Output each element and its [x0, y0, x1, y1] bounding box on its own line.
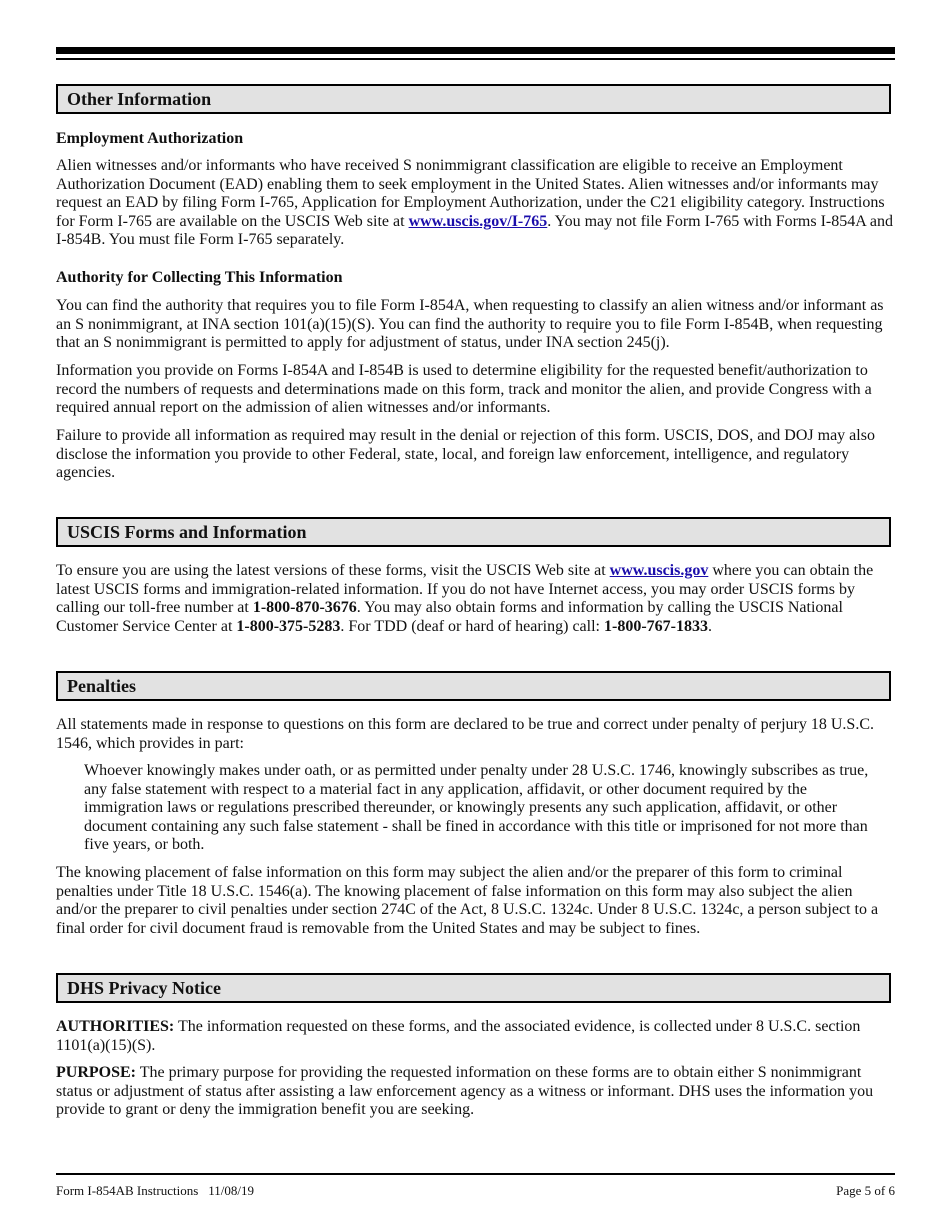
paragraph-authority-3: Failure to provide all information as required may result in the denial or rejection of this form. USCIS, DOS, and DOJ may also disclose the information you provide to other Federal, state, local, and foreign law enforcement, intelligence, and regulatory agencies. [56, 427, 875, 482]
subheading-authority: Authority for Collecting This Information [56, 269, 343, 286]
paragraph-privacy-purpose: PURPOSE: The primary purpose for providing the requested information on these forms are to obtain either S nonimmigrant status or adjustment of status after assisting a law enforcement agency as a witness or informant. DHS uses the information you provide to grant or deny the immigration benefit you are seeking. [56, 1064, 874, 1119]
header-rule-thin [56, 58, 895, 60]
purpose-label: PURPOSE: [56, 1064, 136, 1081]
footer-page-number: Page 5 of 6 [836, 1183, 895, 1198]
paragraph-privacy-authorities: AUTHORITIES: The information requested on these forms, and the associated evidence, is collected under 8 U.S.C. section 1101(a)(15)(S). [56, 1018, 861, 1054]
section-header-other-information: Other Information [56, 84, 891, 114]
penalties-quote: Whoever knowingly makes under oath, or as permitted under penalty under 28 U.S.C. 1746, knowingly subscribes as true, any false statement with respect to a material fact in any application, affidavit, or other document required by the immigration laws or regulations prescribed thereunder, or knowingly presents any such application, affidavit, or other document containing any such false statement - shall be fined in accordance with this title or imprisoned for not more than five years, or both. [84, 762, 869, 854]
footer-date: 11/08/19 [208, 1183, 255, 1198]
toll-free-number: 1-800-870-3676 [252, 599, 357, 617]
paragraph-uscis-forms: To ensure you are using the latest versions of these forms, visit the USCIS Web site at www.uscis.gov where you can obtain the latest USCIS forms and immigration-related information. If you do not have Internet access, you may order USCIS forms by calling our toll-free number at 1-800-870-3676. You may also obtain forms and information by calling the USCIS National Customer Service Center at 1-800-375-5283. For TDD (deaf or hard of hearing) call: 1-800-767-1833. [56, 562, 874, 635]
uscis-i765-link[interactable]: www.uscis.gov/I-765 [408, 212, 548, 230]
authorities-label: AUTHORITIES: [56, 1018, 175, 1035]
footer-rule [56, 1173, 895, 1175]
footer-form-name: Form I-854AB Instructions [56, 1183, 199, 1198]
paragraph-authority-1: You can find the authority that requires you to file Form I-854A, when requesting to classify an alien witness and/or informant as an S nonimmigrant, at INA section 101(a)(15)(S). You can find the authority to require you to file Form I-854B, when requesting that an S nonimmigrant is permitted to apply for adjustment of status, under INA section 245(j). [56, 297, 884, 352]
uscis-gov-link[interactable]: www.uscis.gov [609, 562, 709, 579]
paragraph-penalties-placement: The knowing placement of false information on this form may subject the alien and/or the preparer of this form to criminal penalties under Title 18 U.S.C. 1546(a). The knowing placement of false information on this form may also subject the alien and/or the preparer to civil penalties under section 274C of the Act, 8 U.S.C. 1324c. Under 8 U.S.C. 1324c, a person subject to a final order for civil document fraud is removable from the United States and may be subject to fines. [56, 864, 879, 937]
subheading-employment-authorization: Employment Authorization [56, 130, 244, 147]
section-header-uscis-forms: USCIS Forms and Information [56, 517, 891, 547]
paragraph-employment-authorization: Alien witnesses and/or informants who have received S nonimmigrant classification are eligible to receive an Employment Authorization Document (EAD) enabling them to seek employment in the United States. Alien witnesses and/or informants may request an EAD by filing Form I-765, Application for Employment Authorization, under the C21 eligibility category. Instructions for Form I-765 are available on the USCIS Web site at www.uscis.gov/I-765. You may not file Form I-765 with Forms I-854A and I-854B. You must file Form I-765 separately. [56, 157, 894, 249]
section-header-dhs-privacy: DHS Privacy Notice [56, 973, 891, 1003]
header-rule-thick [56, 47, 895, 54]
paragraph-penalties-intro: All statements made in response to questions on this form are declared to be true and correct under penalty of perjury 18 U.S.C. 1546, which provides in part: [56, 716, 874, 752]
footer-form-info [56, 1183, 254, 1199]
section-header-penalties: Penalties [56, 671, 891, 701]
ncsc-number: 1-800-375-5283 [236, 617, 341, 635]
tdd-number: 1-800-767-1833 [603, 617, 708, 635]
paragraph-authority-2: Information you provide on Forms I-854A and I-854B is used to determine eligibility for the requested benefit/authorization to record the numbers of requests and determinations made on this form, track and monitor the alien, and provide Congress with a required annual report on the admission of alien witnesses and/or informants. [56, 362, 872, 417]
